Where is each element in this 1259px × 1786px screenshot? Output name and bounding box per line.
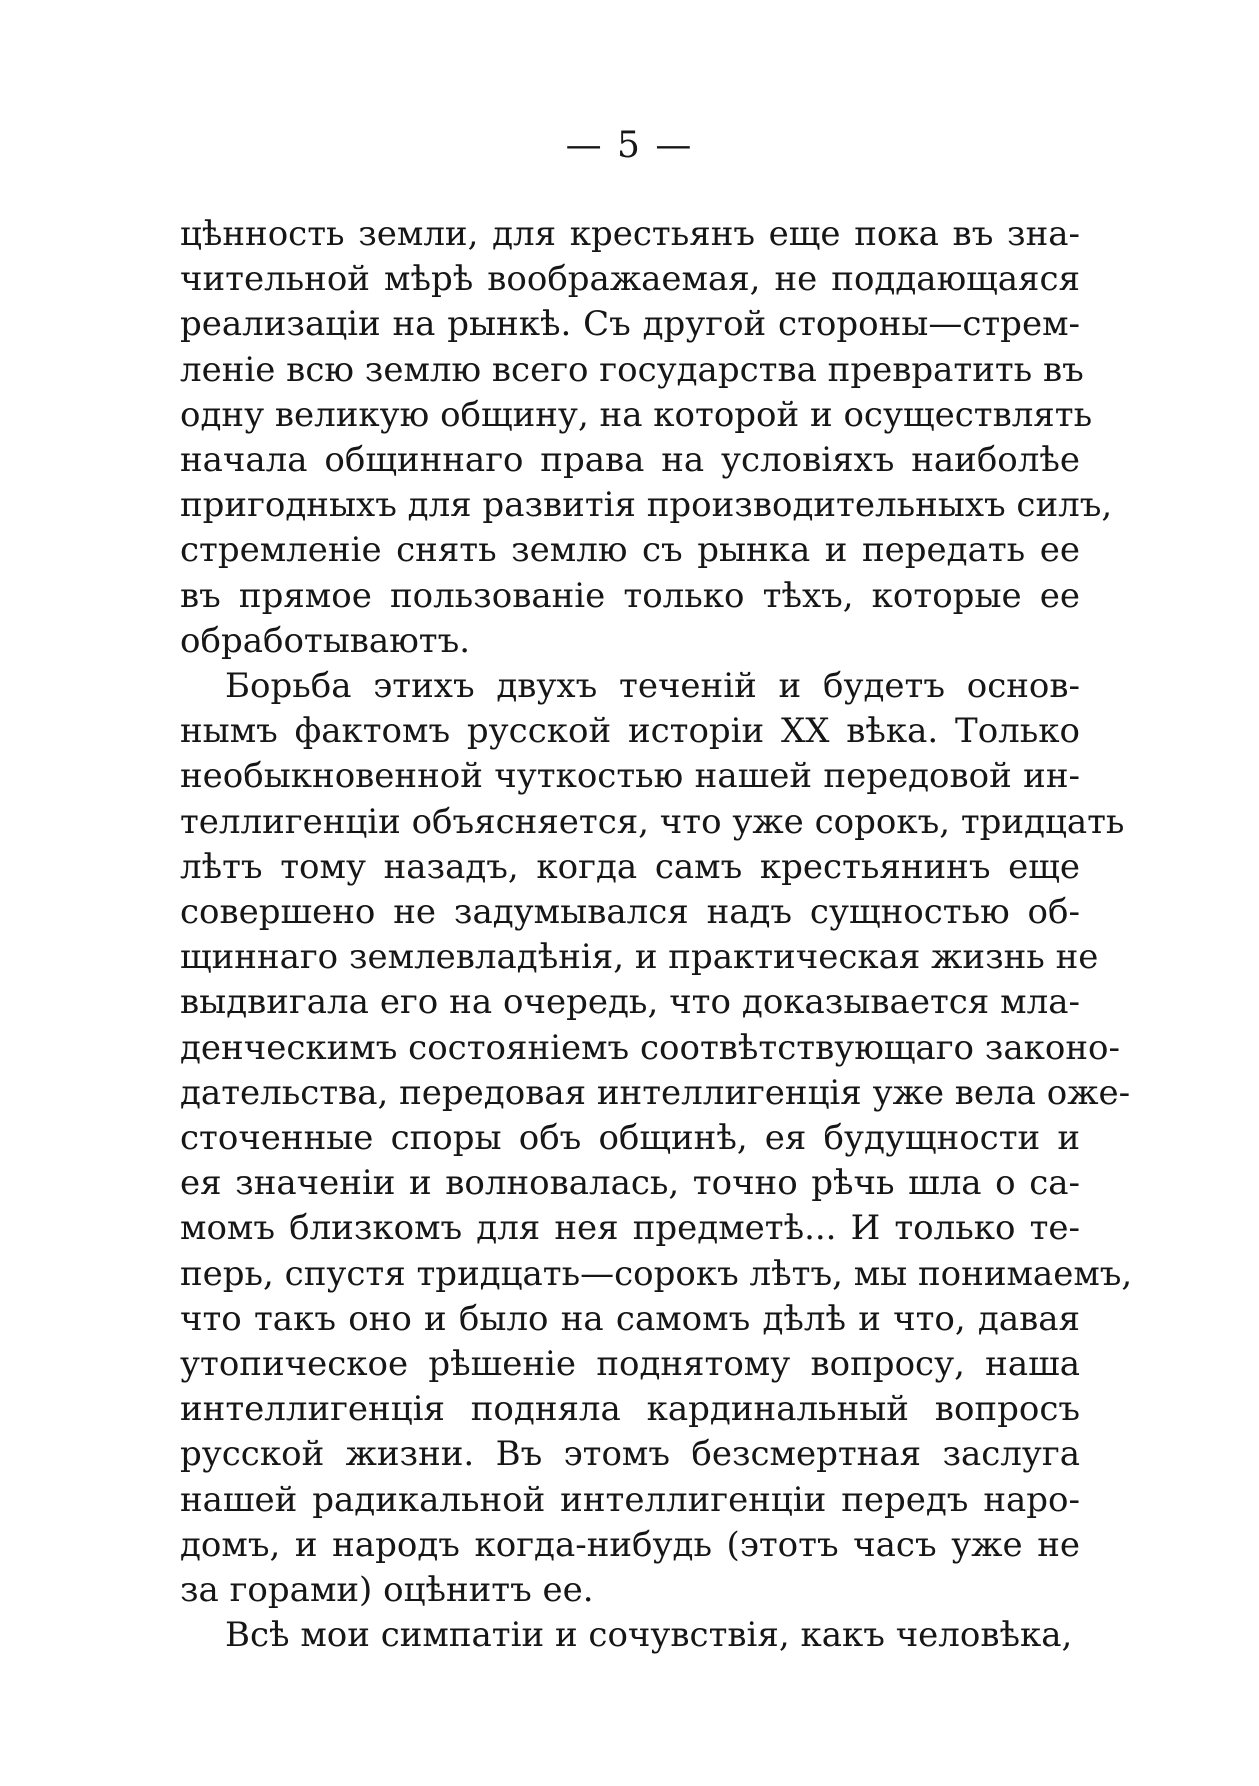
text-line: пригодныхъ для развитія производительныхъ силъ, — [180, 485, 1113, 526]
text-line: домъ, и народъ когда-нибудь (этотъ часъ уже не — [180, 1524, 1080, 1565]
text-line: совершено не задумывался надъ сущностью об- — [180, 892, 1080, 933]
text-line: реализаціи на рынкѣ. Съ другой стороны—стрем- — [180, 304, 1080, 345]
text-line: нашей радикальной интеллигенціи передъ наро- — [180, 1479, 1080, 1520]
page-number: — 5 — — [565, 125, 694, 166]
text-line: одну великую общину, на которой и осуществлять — [180, 394, 1093, 435]
text-line: Борьба этихъ двухъ теченій и будетъ основ- — [225, 666, 1080, 707]
text-line: нымъ фактомъ русской исторіи XX вѣка. Только — [180, 711, 1080, 752]
text-line: Всѣ мои симпатіи и сочувствія, какъ человѣка, — [225, 1615, 1073, 1656]
paragraph-2 — [180, 664, 1133, 1613]
text-line: обработываютъ. — [180, 620, 471, 661]
text-line: момъ близкомъ для нея предметѣ... И только те- — [180, 1208, 1080, 1249]
text-line: лѣтъ тому назадъ, когда самъ крестьянинъ еще — [180, 846, 1080, 887]
text-line: за горами) оцѣнитъ ее. — [180, 1570, 594, 1611]
text-line: интеллигенція подняла кардинальный вопросъ — [180, 1389, 1080, 1430]
text-line: теллигенціи объясняется, что уже сорокъ, тридцать — [180, 801, 1125, 842]
text-line: денческимъ состояніемъ соотвѣтствующаго законо- — [180, 1027, 1120, 1068]
text-line: чительной мѣрѣ воображаемая, не поддающаяся — [180, 259, 1080, 300]
text-line: въ прямое пользованіе только тѣхъ, которые ее — [180, 575, 1080, 616]
text-line: сточенные споры объ общинѣ, ея будущности и — [180, 1118, 1080, 1159]
paragraph-3 — [180, 1613, 1080, 1658]
text-line: леніе всю землю всего государства превратить въ — [180, 349, 1084, 390]
text-line: что такъ оно и было на самомъ дѣлѣ и что, давая — [180, 1298, 1080, 1339]
text-line: перь, спустя тридцать—сорокъ лѣтъ, мы понимаемъ, — [180, 1253, 1133, 1294]
text-line: стремленіе снять землю съ рынка и передать ее — [180, 530, 1080, 571]
text-line: необыкновенной чуткостью нашей передовой ин- — [180, 756, 1080, 797]
text-line: дательства, передовая интеллигенція уже вела оже- — [180, 1072, 1131, 1113]
text-line: утопическое рѣшеніе поднятому вопросу, наша — [180, 1344, 1080, 1385]
text-line: ея значеніи и волновалась, точно рѣчь шла о са- — [180, 1163, 1080, 1204]
text-line: русской жизни. Въ этомъ безсмертная заслуга — [180, 1434, 1080, 1475]
paragraph-1 — [180, 212, 1113, 664]
text-line: начала общиннаго права на условіяхъ наиболѣе — [180, 440, 1080, 481]
text-line: выдвигала его на очередь, что доказывается мла- — [180, 982, 1080, 1023]
body-text — [180, 212, 1133, 1659]
text-line: цѣнность земли, для крестьянъ еще пока въ зна- — [180, 214, 1080, 254]
text-line: щиннаго землевладѣнія, и практическая жизнь не — [180, 937, 1099, 978]
